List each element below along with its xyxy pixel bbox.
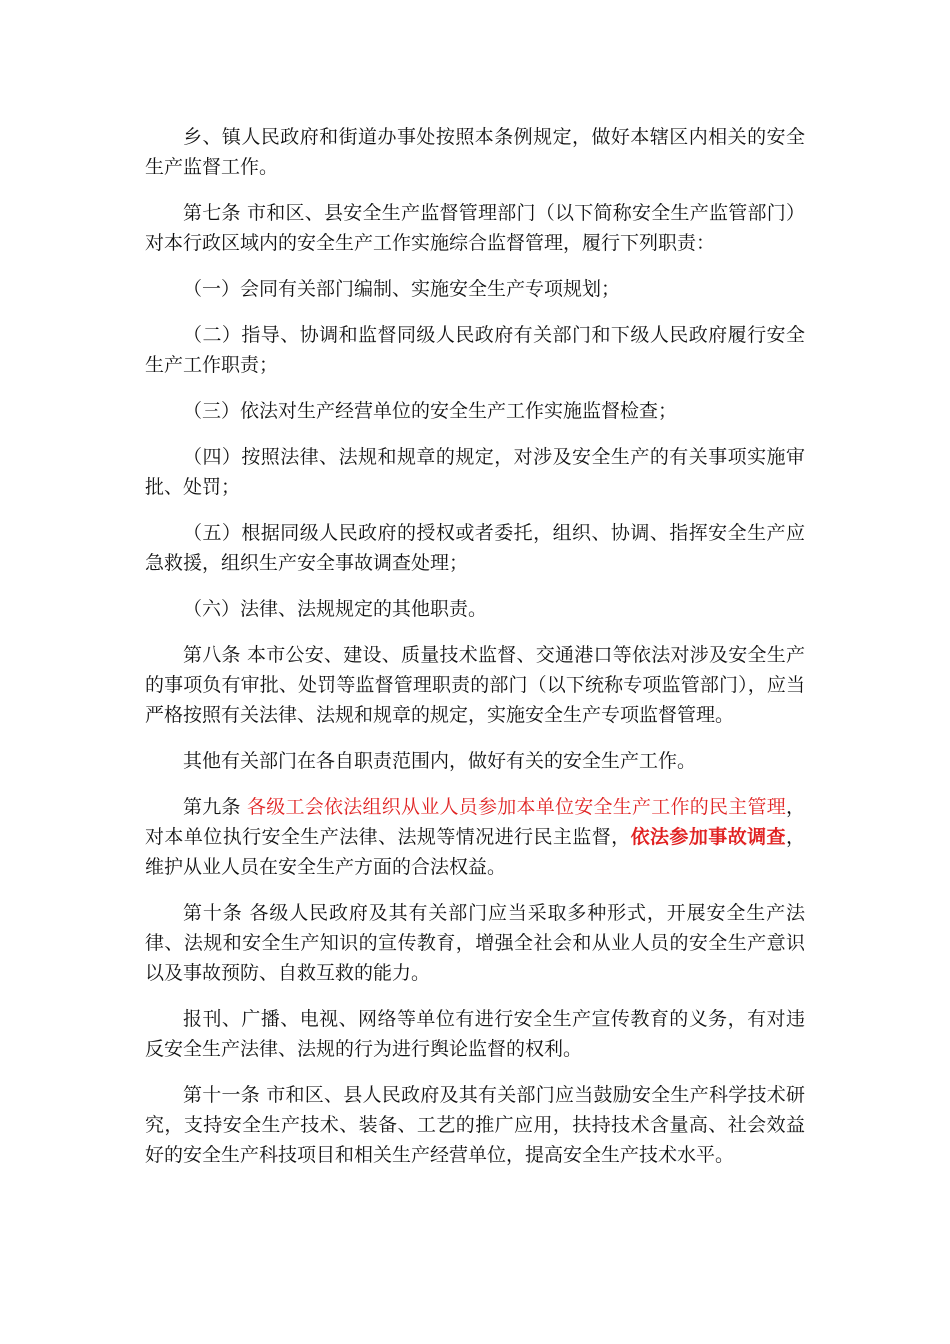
article-9-highlight-union: 各级工会依法组织从业人员参加本单位安全生产工作的民主管理 (247, 796, 786, 818)
document-body (145, 122, 805, 1186)
article-9-label: 第九条 (183, 796, 248, 818)
paragraph-duty-4: （四）按照法律、法规和规章的规定，对涉及安全生产的有关事项实施审批、处罚； (145, 446, 805, 498)
paragraph-duty-2: （二）指导、协调和监督同级人民政府有关部门和下级人民政府履行安全生产工作职责； (145, 324, 805, 376)
paragraph-article-8: 第八条 本市公安、建设、质量技术监督、交通港口等依法对涉及安全生产的事项负有审批、处罚等监督管理职责的部门（以下统称专项监管部门），应当严格按照有关法律、法规和规章的规定，实施安全生产专项监督管理。 (145, 644, 805, 726)
article-9-text-b: ，维护从业人员在安全生产方面的合法权益。 (145, 826, 805, 878)
paragraph-duty-5: （五）根据同级人民政府的授权或者委托，组织、协调、指挥安全生产应急救援，组织生产安全事故调查处理； (145, 522, 805, 574)
paragraph-township-duty: 乡、镇人民政府和街道办事处按照本条例规定，做好本辖区内相关的安全生产监督工作。 (145, 126, 805, 178)
paragraph-media-duty: 报刊、广播、电视、网络等单位有进行安全生产宣传教育的义务，有对违反安全生产法律、法规的行为进行舆论监督的权利。 (145, 1008, 805, 1060)
article-9-highlight-investigation: 依法参加事故调查 (630, 826, 786, 848)
paragraph-duty-3: （三）依法对生产经营单位的安全生产工作实施监督检查； (183, 400, 678, 422)
paragraph-article-11: 第十一条 市和区、县人民政府及其有关部门应当鼓励安全生产科学技术研究，支持安全生产技术、装备、工艺的推广应用，扶持技术含量高、社会效益好的安全生产科技项目和相关生产经营单位，提高安全生产技术水平。 (145, 1084, 805, 1166)
paragraph-article-10: 第十条 各级人民政府及其有关部门应当采取多种形式，开展安全生产法律、法规和安全生产知识的宣传教育，增强全社会和从业人员的安全生产意识以及事故预防、自救互救的能力。 (145, 902, 805, 984)
article-9-text-a: ，对本单位执行安全生产法律、法规等情况进行民主监督， (145, 796, 805, 848)
paragraph-article-7: 第七条 市和区、县安全生产监督管理部门（以下简称安全生产监管部门）对本行政区域内的安全生产工作实施综合监督管理，履行下列职责： (145, 202, 805, 254)
paragraph-article-9 (145, 792, 805, 882)
paragraph-duty-6: （六）法律、法规规定的其他职责。 (183, 598, 488, 620)
paragraph-other-departments: 其他有关部门在各自职责范围内，做好有关的安全生产工作。 (183, 750, 697, 772)
paragraph-duty-1: （一）会同有关部门编制、实施安全生产专项规划； (183, 278, 621, 300)
